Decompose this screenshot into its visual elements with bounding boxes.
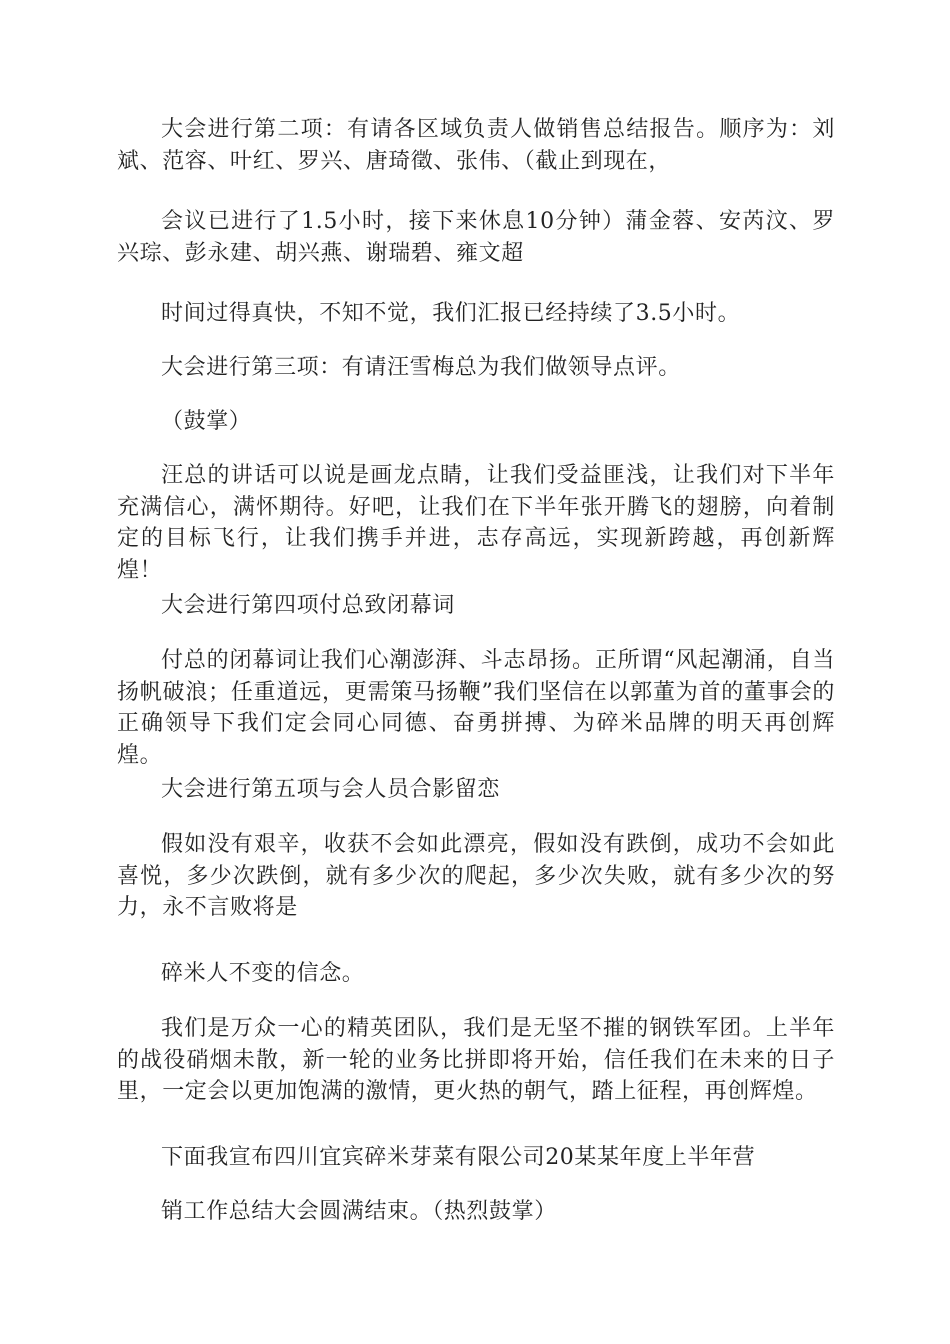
paragraph-perseverance: 假如没有艰辛，收获不会如此漂亮，假如没有跌倒，成功不会如此喜悦，多少次跌倒，就有多少次的爬起，多少次失败，就有多少次的努力，永不言败将是 xyxy=(117,832,835,920)
paragraph-team-spirit: 我们是万众一心的精英团队，我们是无坚不摧的钢铁军团。上半年的战役硝烟未散，新一轮的业务比拼即将开始，信任我们在未来的日子里，一定会以更加饱满的激情，更火热的朝气，踏上征程，再创辉煌。 xyxy=(117,1016,835,1104)
paragraph-meeting-end: 销工作总结大会圆满结束。（热烈鼓掌） xyxy=(161,1199,557,1224)
paragraph-agenda-item-4: 大会进行第四项付总致闭幕词 xyxy=(161,593,455,618)
paragraph-time-note: 时间过得真快，不知不觉，我们汇报已经持续了3.5小时。 xyxy=(161,301,741,326)
paragraph-closing-speech: 付总的闭幕词让我们心潮澎湃、斗志昂扬。正所谓“风起潮涌，自当扬帆破浪；任重道远，更需策马扬鞭”我们坚信在以郭董为首的董事会的正确领导下我们定会同心同德、奋勇拼搏、为碎米品牌的明天再创辉煌。 xyxy=(117,648,835,768)
paragraph-leader-remarks: 汪总的讲话可以说是画龙点睛，让我们受益匪浅，让我们对下半年充满信心，满怀期待。好吧，让我们在下半年张开腾飞的翅膀，向着制定的目标飞行，让我们携手并进，志存高远，实现新跨越，再创新辉煌！ xyxy=(117,463,835,583)
paragraph-announcement: 下面我宣布四川宜宾碎米芽菜有限公司20某某年度上半年营 xyxy=(161,1145,756,1170)
paragraph-speaker-list: 会议已进行了1.5小时，接下来休息10分钟）蒲金蓉、安芮汶、罗兴琮、彭永建、胡兴燕、谢瑞碧、雍文超 xyxy=(117,209,835,266)
paragraph-belief: 碎米人不变的信念。 xyxy=(161,961,365,986)
paragraph-agenda-item-5: 大会进行第五项与会人员合影留恋 xyxy=(161,777,501,802)
paragraph-applause: （鼓掌） xyxy=(161,409,252,434)
paragraph-agenda-item-2: 大会进行第二项：有请各区域负责人做销售总结报告。顺序为：刘斌、范容、叶红、罗兴、唐琦徵、张伟、（截止到现在， xyxy=(117,117,835,174)
paragraph-agenda-item-3: 大会进行第三项：有请汪雪梅总为我们做领导点评。 xyxy=(161,355,681,380)
